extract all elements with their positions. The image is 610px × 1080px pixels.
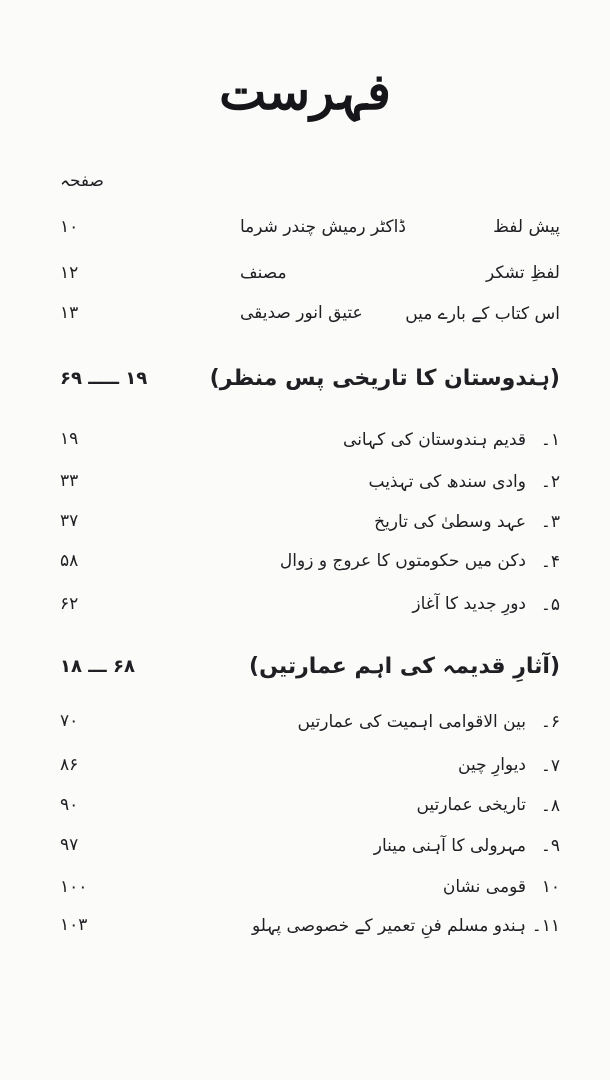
page-column-header: صفحہ (60, 171, 104, 191)
page-number: ۱۰ (60, 217, 79, 237)
page-number: ۱۲ (60, 263, 79, 283)
entry-author: مصنف (240, 263, 287, 283)
page-number: ۳۷ (60, 511, 79, 531)
front-matter-row[interactable] (60, 298, 560, 328)
entry-author: ڈاکٹر رمیش چندر شرما (240, 217, 406, 237)
entry-author: عتیق انور صدیقی (240, 303, 363, 323)
section-page-range: ۶۸ ـــ ۱۸ (60, 655, 135, 677)
entry-label: عہد وسطیٰ کی تاریخ (374, 511, 526, 532)
toc-entry[interactable] (60, 466, 560, 496)
entry-label: ہندو مسلم فنِ تعمیر کے خصوصی پہلو (252, 915, 526, 936)
entry-label: لفظِ تشکر (486, 263, 560, 283)
entry-number: ۱۱۔ (531, 915, 560, 936)
front-matter-row[interactable] (60, 258, 560, 288)
page-number: ۳۳ (60, 471, 79, 491)
entry-number: ۵۔ (540, 594, 560, 615)
section-heading[interactable] (60, 360, 560, 396)
section-heading[interactable] (60, 648, 560, 684)
toc-entry[interactable] (60, 706, 560, 736)
entry-label: اس کتاب کے بارے میں (405, 303, 560, 324)
page-number: ۱۰۰ (60, 877, 88, 897)
section-title: (آثارِ قدیمہ کی اہم عمارتیں) (249, 653, 560, 679)
entry-number: ۲۔ (540, 471, 560, 492)
toc-entry[interactable] (60, 589, 560, 619)
entry-number: ۸۔ (540, 795, 560, 816)
front-matter-row[interactable] (60, 212, 560, 242)
page-number: ۸۶ (60, 755, 79, 775)
toc-entry[interactable] (60, 424, 560, 454)
page-number: ۷۰ (60, 711, 79, 731)
page-number: ۱۹ (60, 429, 79, 449)
page-number: ۱۳ (60, 303, 79, 323)
toc-entry[interactable] (60, 750, 560, 780)
page-number: ۶۲ (60, 594, 79, 614)
entry-number: ۷۔ (540, 755, 560, 776)
page-number: ۱۰۳ (60, 915, 88, 935)
toc-entry[interactable] (60, 546, 560, 576)
entry-number: ۱۔ (540, 429, 560, 450)
entry-label: دورِ جدید کا آغاز (412, 594, 526, 614)
entry-number: ۳۔ (540, 511, 560, 532)
entry-label: تاریخی عمارتیں (416, 795, 526, 815)
page-number: ۹۷ (60, 835, 79, 855)
entry-number: ۶۔ (540, 711, 560, 732)
entry-label: پیش لفظ (493, 217, 560, 237)
toc-entry[interactable] (60, 790, 560, 820)
entry-label: دیوارِ چین (458, 755, 526, 775)
entry-label: قدیم ہندوستان کی کہانی (343, 429, 526, 450)
entry-number: ۴۔ (540, 551, 560, 572)
page-number: ۵۸ (60, 551, 79, 571)
page-title: فہرست (219, 62, 391, 121)
entry-label: وادی سندھ کی تہذیب (368, 471, 526, 492)
page-number: ۹۰ (60, 795, 79, 815)
toc-entry[interactable] (60, 830, 560, 860)
entry-label: مہرولی کا آہنی مینار (373, 835, 526, 856)
entry-label: دکن میں حکومتوں کا عروج و زوال (279, 551, 526, 571)
toc-entry[interactable] (60, 506, 560, 536)
entry-number: ۹۔ (540, 835, 560, 856)
entry-label: قومی نشان (442, 877, 526, 897)
entry-label: بین الاقوامی اہمیت کی عمارتیں (297, 711, 526, 732)
toc-entry[interactable] (60, 872, 560, 902)
section-title: (ہندوستان کا تاریخی پس منظر) (209, 365, 560, 391)
section-page-range: ۱۹ ـــــ ۶۹ (60, 367, 148, 389)
toc-entry[interactable] (60, 910, 560, 940)
entry-number: ۱۰ (541, 877, 560, 897)
